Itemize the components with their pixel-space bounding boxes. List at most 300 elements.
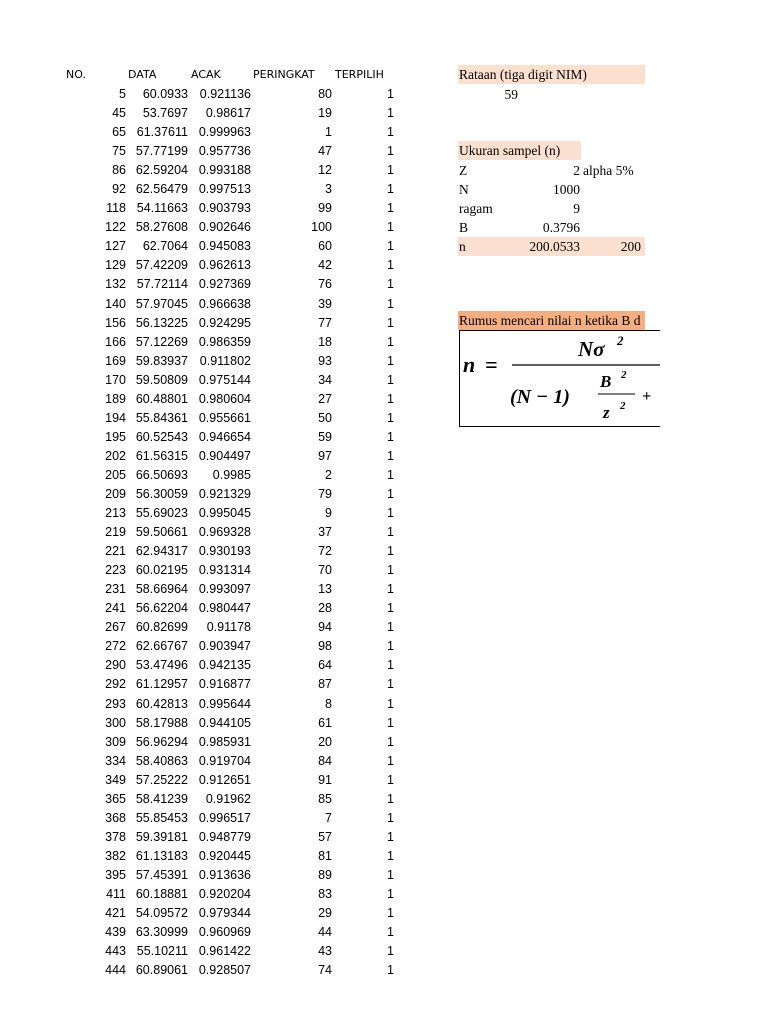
table-row xyxy=(60,599,394,618)
cell-peringkat: 100 xyxy=(311,220,332,235)
table-row xyxy=(60,523,394,542)
cell-peringkat: 50 xyxy=(318,410,332,425)
cell-data: 61.37611 xyxy=(136,125,188,140)
cell-data: 60.52543 xyxy=(135,429,188,444)
cell-data: 61.13183 xyxy=(135,848,188,863)
cell-no: 195 xyxy=(105,429,126,444)
cell-no: 223 xyxy=(105,563,126,578)
cell-acak: 0.921136 xyxy=(199,87,251,102)
cell-no: 75 xyxy=(112,144,126,159)
table-row xyxy=(60,123,394,142)
cell-terpilih: 1 xyxy=(387,848,394,863)
cell-terpilih: 1 xyxy=(387,506,394,521)
cell-acak: 0.975144 xyxy=(198,372,251,387)
cell-acak: 0.996517 xyxy=(198,810,251,825)
table-row xyxy=(60,371,394,390)
table-row xyxy=(60,885,394,904)
n-label: n xyxy=(459,239,466,254)
cell-peringkat: 83 xyxy=(318,886,332,901)
cell-data: 54.11663 xyxy=(136,201,188,216)
cell-terpilih: 1 xyxy=(387,410,394,425)
cell-peringkat: 60 xyxy=(318,239,332,254)
N-label: N xyxy=(459,182,469,197)
cell-peringkat: 29 xyxy=(318,906,332,921)
cell-no: 272 xyxy=(105,639,126,654)
cell-no: 45 xyxy=(112,106,126,121)
table-row xyxy=(60,314,394,333)
svg-text:+: + xyxy=(642,388,652,405)
cell-data: 60.42813 xyxy=(135,696,188,711)
cell-data: 62.59204 xyxy=(135,163,188,178)
ukuran-label: Ukuran sampel (n) xyxy=(459,143,561,158)
ukuran-label-cell xyxy=(458,141,581,160)
cell-peringkat: 28 xyxy=(318,601,332,616)
cell-data: 60.48801 xyxy=(135,391,188,406)
cell-no: 349 xyxy=(105,772,126,787)
table-row xyxy=(60,771,394,790)
cell-no: 169 xyxy=(105,353,126,368)
cell-no: 231 xyxy=(105,582,126,597)
cell-terpilih: 1 xyxy=(387,582,394,597)
N-value: 1000 xyxy=(553,182,580,197)
cell-peringkat: 70 xyxy=(318,563,332,578)
cell-no: 293 xyxy=(105,696,126,711)
cell-data: 62.7064 xyxy=(142,239,188,254)
cell-acak: 0.928507 xyxy=(198,963,251,978)
cell-peringkat: 43 xyxy=(318,944,332,959)
cell-terpilih: 1 xyxy=(387,467,394,482)
table-row xyxy=(60,180,394,199)
cell-no: 122 xyxy=(105,220,126,235)
svg-text:(N − 1): (N − 1) xyxy=(510,386,570,408)
table-row xyxy=(60,256,394,275)
cell-peringkat: 81 xyxy=(318,848,332,863)
cell-acak: 0.942135 xyxy=(198,658,251,673)
cell-terpilih: 1 xyxy=(387,353,394,368)
svg-text:=: = xyxy=(485,352,498,377)
cell-terpilih: 1 xyxy=(387,944,394,959)
table-row xyxy=(60,695,394,714)
cell-no: 92 xyxy=(112,182,126,197)
cell-peringkat: 61 xyxy=(318,715,332,730)
rumus-label: Rumus mencari nilai n ketika B d xyxy=(459,313,641,328)
cell-data: 56.30059 xyxy=(135,487,188,501)
z-note: alpha 5% xyxy=(583,163,634,178)
cell-data: 60.18881 xyxy=(135,886,188,901)
table-row xyxy=(60,218,394,237)
cell-acak: 0.911802 xyxy=(199,353,251,368)
cell-terpilih: 1 xyxy=(387,182,394,197)
cell-no: 219 xyxy=(105,525,126,540)
header-acak: ACAK xyxy=(191,68,221,81)
B-label: B xyxy=(459,220,469,235)
table-row xyxy=(60,733,394,752)
table-row xyxy=(60,942,394,961)
cell-acak: 0.946654 xyxy=(198,429,251,444)
cell-peringkat: 85 xyxy=(318,791,332,806)
cell-acak: 0.993097 xyxy=(198,582,251,597)
cell-terpilih: 1 xyxy=(387,734,394,749)
cell-no: 365 xyxy=(105,791,126,806)
cell-acak: 0.91178 xyxy=(206,620,251,635)
header-no: NO. xyxy=(66,68,86,81)
cell-data: 57.97045 xyxy=(135,296,188,311)
table-row xyxy=(60,237,394,256)
cell-acak: 0.997513 xyxy=(198,182,251,197)
cell-terpilih: 1 xyxy=(387,163,394,178)
table-row xyxy=(60,352,394,371)
cell-terpilih: 1 xyxy=(387,658,394,673)
cell-peringkat: 1 xyxy=(325,125,332,140)
cell-peringkat: 39 xyxy=(318,296,332,311)
cell-terpilih: 1 xyxy=(387,296,394,311)
svg-text:n: n xyxy=(463,352,476,377)
cell-peringkat: 74 xyxy=(318,963,332,978)
cell-terpilih: 1 xyxy=(387,544,394,559)
cell-no: 170 xyxy=(105,372,126,387)
cell-terpilih: 1 xyxy=(387,867,394,882)
cell-acak: 0.930193 xyxy=(198,544,251,559)
cell-acak: 0.980604 xyxy=(198,391,251,406)
table-row xyxy=(60,618,394,637)
cell-data: 55.10211 xyxy=(136,944,188,959)
cell-data: 60.02195 xyxy=(135,563,188,578)
table-row xyxy=(60,790,394,809)
cell-terpilih: 1 xyxy=(387,772,394,787)
cell-data: 53.7697 xyxy=(142,106,188,121)
z-label: Z xyxy=(459,163,468,178)
cell-acak: 0.920204 xyxy=(198,886,251,901)
rataan-label: Rataan (tiga digit NIM) xyxy=(459,67,587,82)
cell-no: 127 xyxy=(105,239,126,254)
cell-terpilih: 1 xyxy=(387,239,394,254)
cell-terpilih: 1 xyxy=(387,639,394,654)
n-value: 200.0533 xyxy=(529,239,580,254)
cell-data: 58.17988 xyxy=(135,715,188,730)
cell-terpilih: 1 xyxy=(387,106,394,121)
z-row xyxy=(458,161,645,180)
cell-peringkat: 47 xyxy=(318,144,332,159)
cell-data: 61.12957 xyxy=(135,677,188,692)
cell-acak: 0.91962 xyxy=(205,791,251,806)
cell-no: 205 xyxy=(105,467,126,482)
ragam-label: ragam xyxy=(459,201,493,216)
cell-acak: 0.9985 xyxy=(212,467,251,482)
cell-data: 58.41239 xyxy=(135,791,188,806)
svg-text:2: 2 xyxy=(621,369,627,381)
cell-data: 56.62204 xyxy=(135,601,188,616)
cell-no: 132 xyxy=(105,277,126,292)
cell-data: 59.83937 xyxy=(135,353,188,368)
formula-image xyxy=(459,330,660,427)
cell-terpilih: 1 xyxy=(387,277,394,292)
cell-data: 58.66964 xyxy=(135,582,188,597)
cell-data: 56.96294 xyxy=(135,734,188,749)
cell-data: 62.56479 xyxy=(135,182,188,197)
table-row xyxy=(60,580,394,599)
cell-peringkat: 94 xyxy=(318,620,332,635)
table-row xyxy=(60,85,394,104)
svg-text:Nσ: Nσ xyxy=(578,337,605,361)
cell-terpilih: 1 xyxy=(387,334,394,349)
cell-acak: 0.903947 xyxy=(198,639,251,654)
cell-peringkat: 97 xyxy=(318,448,332,463)
table-row xyxy=(60,466,394,485)
cell-acak: 0.962613 xyxy=(198,258,251,273)
cell-acak: 0.931314 xyxy=(198,563,251,578)
cell-data: 59.39181 xyxy=(135,829,188,844)
cell-peringkat: 9 xyxy=(325,506,332,521)
cell-acak: 0.979344 xyxy=(198,906,251,921)
cell-terpilih: 1 xyxy=(387,525,394,540)
cell-no: 300 xyxy=(105,715,126,730)
cell-terpilih: 1 xyxy=(387,906,394,921)
rataan-label-cell xyxy=(458,65,645,84)
cell-terpilih: 1 xyxy=(387,696,394,711)
table-row xyxy=(60,295,394,314)
table-row xyxy=(60,104,394,123)
cell-data: 57.42209 xyxy=(135,258,188,273)
cell-peringkat: 64 xyxy=(318,658,332,673)
N-row xyxy=(458,180,645,199)
cell-peringkat: 87 xyxy=(318,677,332,692)
table-row xyxy=(60,542,394,561)
table-row xyxy=(60,961,394,980)
cell-peringkat: 7 xyxy=(325,810,332,825)
cell-no: 290 xyxy=(105,658,126,673)
cell-no: 202 xyxy=(105,448,126,463)
cell-data: 58.27608 xyxy=(135,220,188,235)
svg-text:B: B xyxy=(600,372,612,391)
table-row xyxy=(60,333,394,352)
cell-terpilih: 1 xyxy=(387,563,394,578)
cell-acak: 0.944105 xyxy=(198,715,251,730)
cell-acak: 0.924295 xyxy=(198,315,251,330)
cell-peringkat: 72 xyxy=(318,544,332,559)
table-row xyxy=(60,142,394,161)
cell-no: 382 xyxy=(105,848,126,863)
cell-no: 292 xyxy=(105,677,126,692)
cell-acak: 0.921329 xyxy=(198,487,251,501)
cell-acak: 0.999963 xyxy=(198,125,251,140)
cell-no: 267 xyxy=(105,620,126,635)
cell-no: 140 xyxy=(105,296,126,311)
cell-no: 156 xyxy=(105,315,126,330)
table-row xyxy=(60,447,394,466)
table-row xyxy=(60,656,394,675)
cell-no: 65 xyxy=(112,125,126,140)
n-rounded: 200 xyxy=(620,239,641,254)
cell-data: 53.47496 xyxy=(135,658,188,673)
cell-peringkat: 12 xyxy=(318,163,332,178)
cell-terpilih: 1 xyxy=(387,601,394,616)
cell-acak: 0.904497 xyxy=(198,448,251,463)
cell-peringkat: 8 xyxy=(325,696,332,711)
cell-acak: 0.995045 xyxy=(198,506,251,521)
cell-acak: 0.945083 xyxy=(198,239,251,254)
cell-terpilih: 1 xyxy=(387,391,394,406)
cell-data: 60.89061 xyxy=(135,963,188,978)
rataan-value: 59 xyxy=(504,87,518,102)
table-row xyxy=(60,714,394,733)
cell-no: 443 xyxy=(105,944,126,959)
B-value: 0.3796 xyxy=(542,220,580,235)
cell-terpilih: 1 xyxy=(387,448,394,463)
cell-terpilih: 1 xyxy=(387,125,394,140)
cell-peringkat: 57 xyxy=(318,829,332,844)
cell-terpilih: 1 xyxy=(387,791,394,806)
cell-data: 57.12269 xyxy=(135,334,188,349)
cell-no: 334 xyxy=(105,753,126,768)
table-row xyxy=(60,809,394,828)
cell-no: 209 xyxy=(105,487,126,501)
cell-no: 439 xyxy=(105,925,126,940)
cell-acak: 0.969328 xyxy=(198,525,251,540)
cell-data: 55.85453 xyxy=(135,810,188,825)
cell-peringkat: 44 xyxy=(318,925,332,940)
cell-terpilih: 1 xyxy=(387,810,394,825)
cell-acak: 0.916877 xyxy=(198,677,251,692)
cell-terpilih: 1 xyxy=(387,886,394,901)
svg-text:2: 2 xyxy=(620,400,626,412)
cell-terpilih: 1 xyxy=(387,372,394,387)
cell-peringkat: 79 xyxy=(318,487,332,501)
cell-terpilih: 1 xyxy=(387,715,394,730)
table-row xyxy=(60,675,394,694)
cell-no: 241 xyxy=(105,601,126,616)
cell-peringkat: 3 xyxy=(325,182,332,197)
cell-peringkat: 20 xyxy=(318,734,332,749)
table-row xyxy=(60,199,394,218)
cell-terpilih: 1 xyxy=(387,963,394,978)
cell-data: 63.30999 xyxy=(135,925,188,940)
cell-data: 66.50693 xyxy=(135,467,188,482)
table-row xyxy=(60,847,394,866)
cell-acak: 0.948779 xyxy=(198,829,251,844)
table-row xyxy=(60,390,394,409)
cell-peringkat: 19 xyxy=(318,106,332,121)
cell-data: 60.0933 xyxy=(142,87,188,102)
cell-no: 395 xyxy=(105,867,126,882)
rumus-label-cell xyxy=(458,311,645,330)
rataan-value-cell xyxy=(458,85,520,104)
cell-acak: 0.985931 xyxy=(198,734,251,749)
cell-data: 62.94317 xyxy=(135,544,188,559)
cell-acak: 0.995644 xyxy=(198,696,251,711)
cell-acak: 0.966638 xyxy=(198,296,251,311)
cell-acak: 0.960969 xyxy=(198,925,251,940)
cell-terpilih: 1 xyxy=(387,201,394,216)
cell-no: 189 xyxy=(105,391,126,406)
cell-peringkat: 27 xyxy=(318,391,332,406)
cell-data: 56.13225 xyxy=(135,315,188,330)
cell-terpilih: 1 xyxy=(387,144,394,159)
B-row xyxy=(458,218,645,237)
cell-peringkat: 37 xyxy=(318,525,332,540)
cell-no: 411 xyxy=(106,886,126,901)
cell-acak: 0.913636 xyxy=(198,867,251,882)
cell-peringkat: 93 xyxy=(318,353,332,368)
cell-peringkat: 42 xyxy=(318,258,332,273)
cell-acak: 0.993188 xyxy=(198,163,251,178)
cell-acak: 0.919704 xyxy=(198,753,251,768)
cell-peringkat: 59 xyxy=(318,429,332,444)
cell-no: 444 xyxy=(105,963,126,978)
cell-peringkat: 18 xyxy=(318,334,332,349)
cell-terpilih: 1 xyxy=(387,677,394,692)
cell-peringkat: 34 xyxy=(318,372,332,387)
cell-no: 5 xyxy=(119,87,126,102)
cell-data: 55.69023 xyxy=(135,506,188,521)
table-row xyxy=(60,904,394,923)
cell-terpilih: 1 xyxy=(387,925,394,940)
cell-terpilih: 1 xyxy=(387,220,394,235)
table-row xyxy=(60,275,394,294)
ragam-value: 9 xyxy=(573,201,580,216)
table-row xyxy=(60,866,394,885)
cell-data: 58.40863 xyxy=(135,753,188,768)
n-row xyxy=(458,237,645,256)
cell-peringkat: 89 xyxy=(318,867,332,882)
cell-no: 86 xyxy=(112,163,126,178)
cell-no: 118 xyxy=(106,201,126,216)
cell-acak: 0.912651 xyxy=(198,772,251,787)
cell-peringkat: 2 xyxy=(325,467,332,482)
header-terpilih: TERPILIH xyxy=(335,68,384,81)
table-row xyxy=(60,504,394,523)
cell-peringkat: 76 xyxy=(318,277,332,292)
cell-terpilih: 1 xyxy=(387,315,394,330)
cell-terpilih: 1 xyxy=(387,620,394,635)
cell-data: 57.77199 xyxy=(135,144,188,159)
cell-data: 57.72114 xyxy=(136,277,188,292)
cell-peringkat: 80 xyxy=(318,87,332,102)
cell-peringkat: 98 xyxy=(318,639,332,654)
ragam-row xyxy=(458,199,645,218)
cell-data: 61.56315 xyxy=(135,448,188,463)
svg-text:z: z xyxy=(603,403,610,422)
cell-acak: 0.902646 xyxy=(198,220,251,235)
cell-acak: 0.955661 xyxy=(198,410,251,425)
cell-no: 166 xyxy=(105,334,126,349)
cell-terpilih: 1 xyxy=(387,258,394,273)
cell-terpilih: 1 xyxy=(387,753,394,768)
cell-data: 59.50661 xyxy=(135,525,188,540)
cell-no: 309 xyxy=(105,734,126,749)
cell-no: 194 xyxy=(105,410,126,425)
cell-no: 213 xyxy=(105,506,126,521)
data-table xyxy=(60,85,394,980)
cell-no: 378 xyxy=(105,829,126,844)
cell-peringkat: 13 xyxy=(318,582,332,597)
cell-no: 421 xyxy=(105,906,126,921)
z-value: 2 xyxy=(573,163,580,178)
cell-data: 54.09572 xyxy=(135,906,188,921)
cell-acak: 0.903793 xyxy=(198,201,251,216)
cell-peringkat: 84 xyxy=(318,753,332,768)
cell-peringkat: 91 xyxy=(318,772,332,787)
cell-data: 57.25222 xyxy=(135,772,188,787)
table-row xyxy=(60,428,394,447)
cell-terpilih: 1 xyxy=(387,429,394,444)
cell-terpilih: 1 xyxy=(387,87,394,102)
cell-acak: 0.927369 xyxy=(198,277,251,292)
cell-acak: 0.986359 xyxy=(198,334,251,349)
sample-size-formula xyxy=(460,331,660,426)
cell-acak: 0.957736 xyxy=(198,144,251,159)
svg-text:2: 2 xyxy=(617,333,624,348)
cell-terpilih: 1 xyxy=(387,829,394,844)
